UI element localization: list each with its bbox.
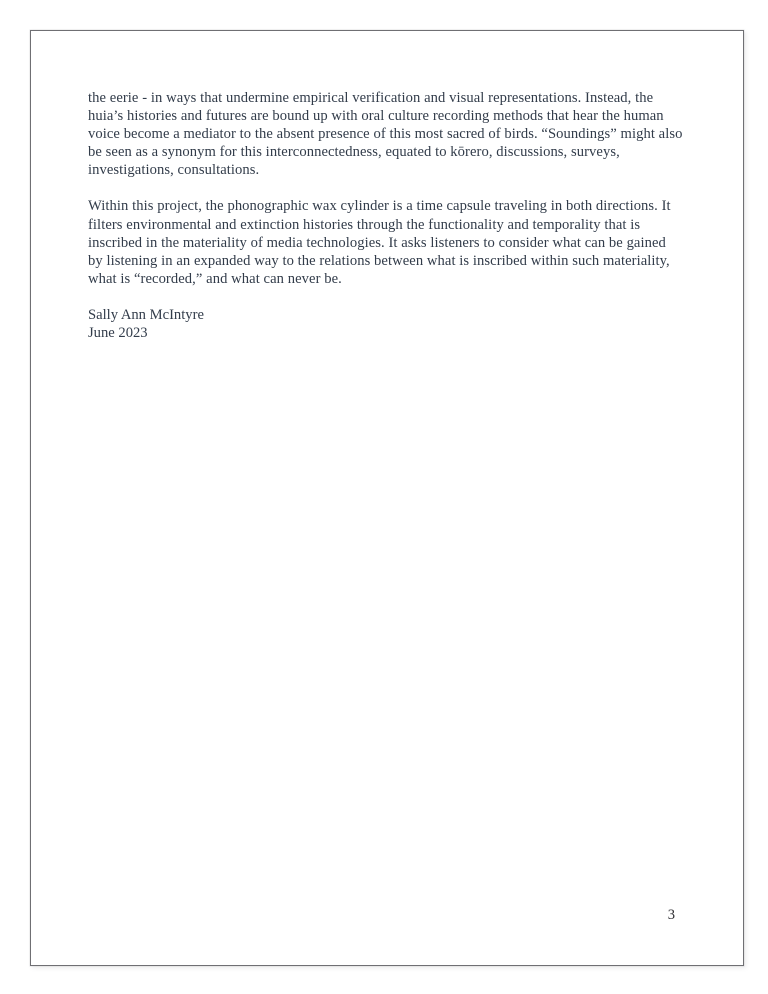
page-number: 3 [667,907,675,924]
signature-block [88,306,684,342]
document-page-sheet [30,30,744,966]
document-text-body [88,89,684,342]
body-paragraph-2: Within this project, the phonographic wax cylinder is a time capsule traveling in both directions. It filters environmental and extinction histories through the functionality and temporality that is inscribed in the materiality of media technologies. It asks listeners to consider what can be gained by listening in an expanded way to the relations between what is inscribed within such materiality, what is “recorded,” and what can never be. [88,198,671,287]
signature-author: Sally Ann McIntyre [88,306,204,323]
body-paragraph-1: the eerie - in ways that undermine empirical verification and visual representations. Instead, the huia’s histories and futures are bound up with oral culture recording methods that hear the human voice become a mediator to the absent presence of this most sacred of birds. “Soundings” might also be seen as a synonym for this interconnectedness, equated to kōrero, discussions, surveys, investigations, consultations. [88,90,683,179]
signature-date: June 2023 [88,325,148,342]
